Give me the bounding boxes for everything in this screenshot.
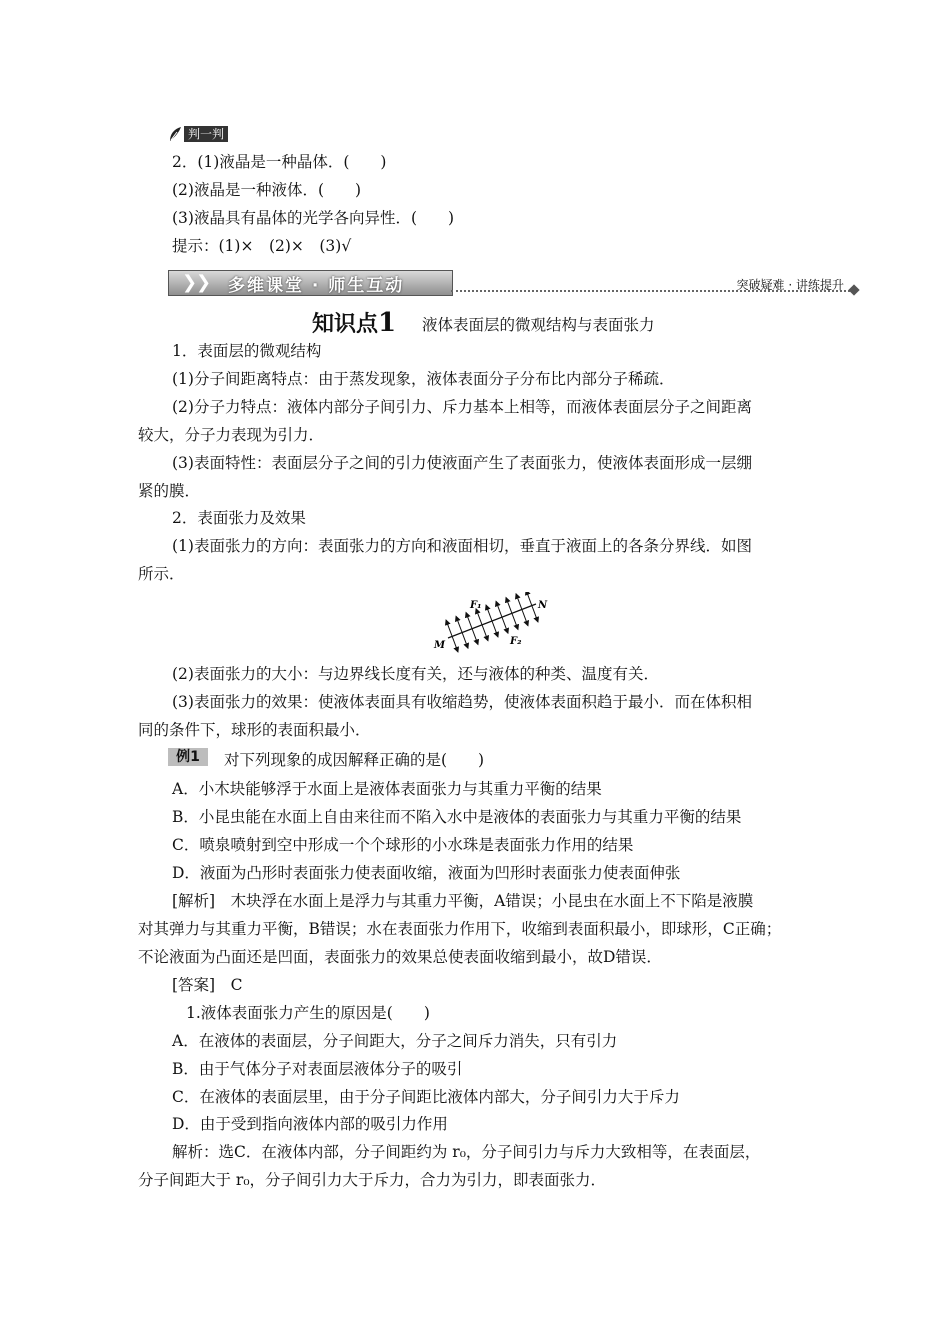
force-arrow <box>486 605 492 621</box>
force-arrow <box>446 620 452 636</box>
knowledge-point-subtitle: 液体表面层的微观结构与表面张力 <box>422 316 655 334</box>
force-arrow <box>496 601 502 617</box>
example-analysis: [解析] 木块浮在水面上是浮力与其重力平衡，A错误；小昆虫在水面上不下陷是液膜 <box>172 892 754 910</box>
paragraph: (3)表面张力的效果：使液体表面具有收缩趋势，使液体表面积趋于最小．而在体积相 <box>172 693 752 711</box>
leaf-icon <box>168 126 182 142</box>
force-arrow <box>456 616 462 632</box>
force-arrow <box>472 629 478 645</box>
practice-question: 1.液体表面张力产生的原因是( ) <box>186 1004 430 1022</box>
paragraph: (2)分子力特点：液体内部分子间引力、斥力基本上相等，而液体表面层分子之间距离 <box>172 398 752 416</box>
force-arrow <box>516 594 522 610</box>
practice-option-b: B．由于气体分子对表面层液体分子的吸引 <box>172 1060 463 1078</box>
knowledge-point-number: 1 <box>378 308 397 338</box>
banner-title: 多维课堂 · 师生互动 <box>228 276 405 296</box>
force-arrow <box>492 621 498 637</box>
force-arrow <box>502 617 508 633</box>
paragraph: 同的条件下，球形的表面积最小． <box>138 721 371 739</box>
section-heading-1: 1．表面层的微观结构 <box>172 342 322 360</box>
paragraph: (1)表面张力的方向：表面张力的方向和液面相切，垂直于液面上的各条分界线．如图 <box>172 537 752 555</box>
paragraph: 较大，分子力表现为引力． <box>138 426 325 444</box>
paragraph: (1)分子间距离特点：由于蒸发现象，液体表面分子分布比内部分子稀疏． <box>172 370 675 388</box>
judge-question-3: (3)液晶具有晶体的光学各向异性．( ) <box>172 209 455 227</box>
judge-hint: 提示：(1)× (2)× (3)√ <box>172 237 352 255</box>
diamond-icon <box>848 284 859 295</box>
force-arrow <box>522 610 528 626</box>
chevron-right-icon: ❯ <box>196 272 212 293</box>
example-option-d: D．液面为凸形时表面张力使表面收缩，液面为凹形时表面张力使表面伸张 <box>172 864 681 882</box>
knowledge-point-label: 知识点 <box>312 312 379 337</box>
force-arrow <box>462 632 468 648</box>
force-arrow <box>476 609 482 625</box>
practice-solution: 分子间距大于 r₀，分子间引力大于斥力，合力为引力，即表面张力． <box>138 1171 607 1189</box>
section-banner <box>168 268 858 296</box>
label-m: M <box>434 640 446 651</box>
example-tag: 例1 <box>168 748 208 766</box>
force-arrow <box>526 592 532 606</box>
banner-subtitle: 突破疑难 · 讲练提升 <box>736 278 844 292</box>
example-analysis: 不论液面为凸面还是凹面，表面张力的效果总使表面收缩到最小，故D错误． <box>138 948 662 966</box>
label-n: N <box>538 600 548 611</box>
example-answer: [答案] C <box>172 976 243 994</box>
knowledge-point-title <box>312 307 396 338</box>
paragraph: (3)表面特性：表面层分子之间的引力使液面产生了表面张力，使液体表面形成一层绷 <box>172 454 752 472</box>
judge-tag-label: 判一判 <box>184 126 228 142</box>
paragraph: 紧的膜． <box>138 482 201 500</box>
paragraph: (2)表面张力的大小：与边界线长度有关，还与液体的种类、温度有关． <box>172 665 659 683</box>
section-heading-2: 2．表面张力及效果 <box>172 509 306 527</box>
example-analysis: 对其弹力与其重力平衡，B错误；水在表面张力作用下，收缩到表面积最小，即球形，C正确； <box>138 920 782 938</box>
chevron-right-icon: ❯ <box>182 272 198 293</box>
force-arrow <box>482 625 488 641</box>
force-arrow <box>452 636 458 652</box>
judge-question-2: (2)液晶是一种液体．( ) <box>172 181 362 199</box>
practice-option-d: D．由于受到指向液体内部的吸引力作用 <box>172 1115 448 1133</box>
judge-tag <box>168 125 228 143</box>
label-f2: F₂ <box>510 636 522 647</box>
surface-tension-figure <box>430 592 560 654</box>
judge-question-1: 2．(1)液晶是一种晶体．( ) <box>172 153 387 171</box>
force-arrow <box>466 613 472 629</box>
label-f1: F₁ <box>470 600 482 611</box>
practice-solution: 解析：选C．在液体内部，分子间距约为 r₀，分子间引力与斥力大致相等，在表面层， <box>172 1143 761 1161</box>
example-option-b: B．小昆虫能在水面上自由来往而不陷入水中是液体的表面张力与其重力平衡的结果 <box>172 808 742 826</box>
example-option-a: A．小木块能够浮于水面上是液体表面张力与其重力平衡的结果 <box>172 780 602 798</box>
paragraph: 所示． <box>138 565 185 583</box>
force-arrow <box>506 598 512 614</box>
practice-option-c: C．在液体的表面层里，由于分子间距比液体内部大，分子间引力大于斥力 <box>172 1088 680 1106</box>
example-question: 对下列现象的成因解释正确的是( ) <box>224 751 485 769</box>
force-arrow <box>512 614 518 630</box>
practice-option-a: A．在液体的表面层，分子间距大，分子之间斥力消失，只有引力 <box>172 1032 618 1050</box>
force-arrows <box>446 592 538 652</box>
example-option-c: C．喷泉喷射到空中形成一个个球形的小水珠是表面张力作用的结果 <box>172 836 634 854</box>
